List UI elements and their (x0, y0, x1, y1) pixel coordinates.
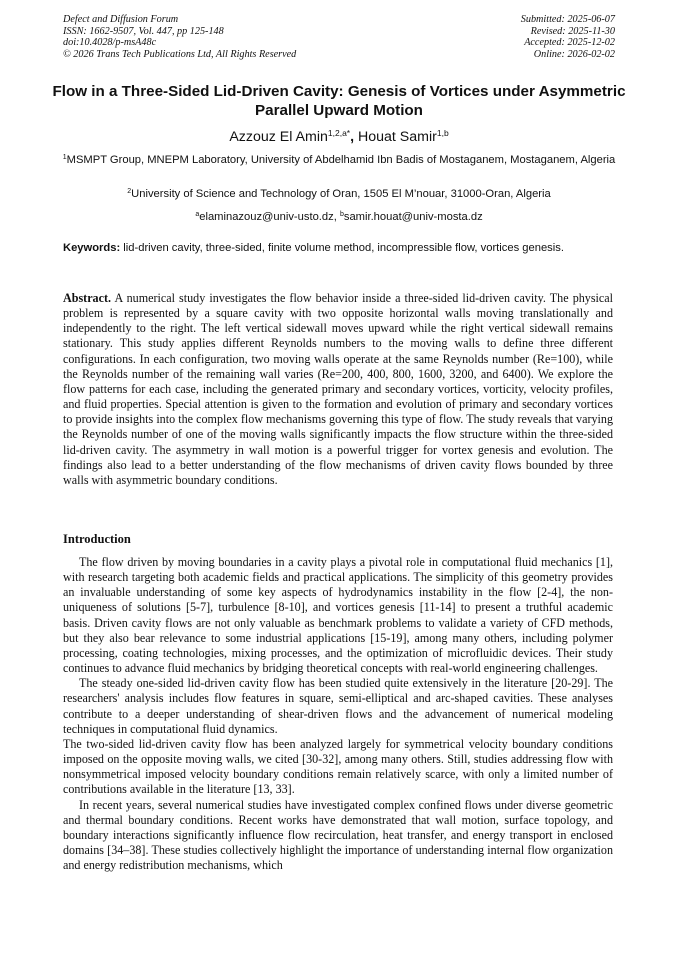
journal-name: Defect and Diffusion Forum (63, 14, 179, 25)
affiliation-text: University of Science and Technology of Oran, 1505 El M’nouar, 31000-Oran, Algeria (131, 188, 551, 200)
paper-title: Flow in a Three-Sided Lid-Driven Cavity: Genesis of Vortices under Asymmetric Parallel Upward Motion (52, 83, 626, 119)
keywords-label: Keywords: (63, 242, 121, 254)
affiliation-sup: 1 (62, 154, 67, 161)
journal-info (63, 14, 296, 60)
submission-dates (521, 14, 615, 60)
email-sup: b (339, 211, 344, 218)
date-accepted: Accepted: 2025-12-02 (524, 37, 615, 49)
section-heading-introduction: Introduction (63, 532, 131, 546)
affiliation-1 (60, 150, 618, 168)
email-link: samir.houat@univ-mosta.dz (343, 211, 483, 223)
email-link: elaminazouz@univ-usto.dz, (199, 211, 340, 223)
date-submitted: Submitted: 2025-06-07 (520, 14, 615, 25)
email-sup: a (195, 211, 200, 218)
journal-copyright: © 2026 Trans Tech Publications Ltd, All Rights Reserved (63, 48, 297, 60)
author-name: Azzouz El Amin (229, 129, 328, 145)
author-emails (60, 207, 618, 225)
paragraph: The flow driven by moving boundaries in a cavity plays a pivotal role in computational fluid mechanics [1], with research targeting both academic fields and practical applications. The simplicity of this geometry provides an invaluable understanding of some key aspects of hydrodynamics instability in the flow [2-4], the non-uniqueness of solutions [5-7], turbulence [8-10], and vortices genesis [11-14] to present a truthful academic basis. Driven cavity flows are not only valuable as benchmark problems to validate a variety of CFD methods, but they also bear relevance to some industrial applications [15-19], among many others, including polymer processing, coating technologies, mixing processes, and the optimization of microfluidic devices. Their study continues to advance fluid mechanics by bridging theoretical concepts with real-world engineering challenges. (63, 555, 613, 676)
abstract-label: Abstract. (63, 291, 112, 305)
author-name: Houat Samir (358, 129, 437, 145)
journal-doi: doi:10.4028/p-msA48c (63, 37, 157, 49)
keywords-text: lid-driven cavity, three-sided, finite volume method, incompressible flow, vortices genesis. (120, 242, 564, 254)
abstract-text: A numerical study investigates the flow behavior inside a three-sided lid-driven cavity. The physical problem is represented by a square cavity with two opposite horizontal walls moving translationally and independently to the right. The left vertical sidewall moves upward while the right vertical sidewall remains stationary. This study applies different Reynolds numbers to the moving walls to define three different configurations. In each configuration, two moving walls operate at the same Reynolds number (Re=100), while the Reynolds number of the remaining wall varies (Re=200, 400, 800, 1600, 3200, and 6400). We explore the flow patterns for each case, including the generated primary and secondary vortices, vorticity, velocity profiles, and fluid properties. Special attention is given to the formation and evolution of primary and secondary vortices to provide insights into the complex flow mechanisms governing this type of flow. The study reveals that varying the Reynolds number of one of the moving walls significantly impacts the flow structure within the three-sided lid-driven cavity. The asymmetry in wall motion is a powerful trigger for vortex genesis and evolution. The findings also lead to a better understanding of the flow mechanisms of driven cavity flows bounded by three walls with asymmetric boundary conditions. (63, 291, 613, 487)
affiliation-2 (60, 184, 618, 202)
author-affil-sup: 1,2,a* (327, 128, 351, 138)
author-list (40, 124, 638, 146)
paragraph: The two-sided lid-driven cavity flow has been analyzed largely for symmetrical velocity boundary conditions imposed on the opposite moving walls, we cited [30-32], among many others. Still, studies addressing flow with nonsymmetrical imposed velocity boundary conditions remain relatively scarce, with only a limited number of contributions available in the literature [13, 33]. (63, 736, 613, 797)
affiliation-text: MSMPT Group, MNEPM Laboratory, University of Abdelhamid Ibn Badis of Mostaganem, Mostaganem, Algeria (66, 154, 616, 166)
paragraph: The steady one-sided lid-driven cavity flow has been studied quite extensively in the literature [20-29]. The researchers' analysis includes flow features in square, semi-elliptical and arc-shaped cavities. These analyses contribute to a deeper understanding of shear-driven flows and the advancement of numerical modeling techniques in computational fluid dynamics. (63, 676, 613, 736)
introduction-body (63, 555, 613, 873)
date-revised: Revised: 2025-11-30 (530, 25, 615, 37)
author-separator: , (350, 129, 358, 145)
abstract (63, 291, 613, 488)
paragraph: In recent years, several numerical studies have investigated complex confined flows under diverse geometric and thermal boundary conditions. Recent works have demonstrated that wall motion, surface topology, and boundary interactions significantly influence flow recirculation, heat transfer, and energy transport in enclosed domains [34–38]. These studies collectively highlight the importance of understanding internal flow organization and energy redistribution mechanisms, which (63, 797, 613, 873)
author-affil-sup: 1,b (436, 128, 449, 138)
affiliation-sup: 2 (127, 188, 132, 195)
keywords (63, 241, 613, 256)
journal-issn: ISSN: 1662-9507, Vol. 447, pp 125-148 (63, 25, 224, 37)
date-online: Online: 2026-02-02 (533, 48, 615, 60)
